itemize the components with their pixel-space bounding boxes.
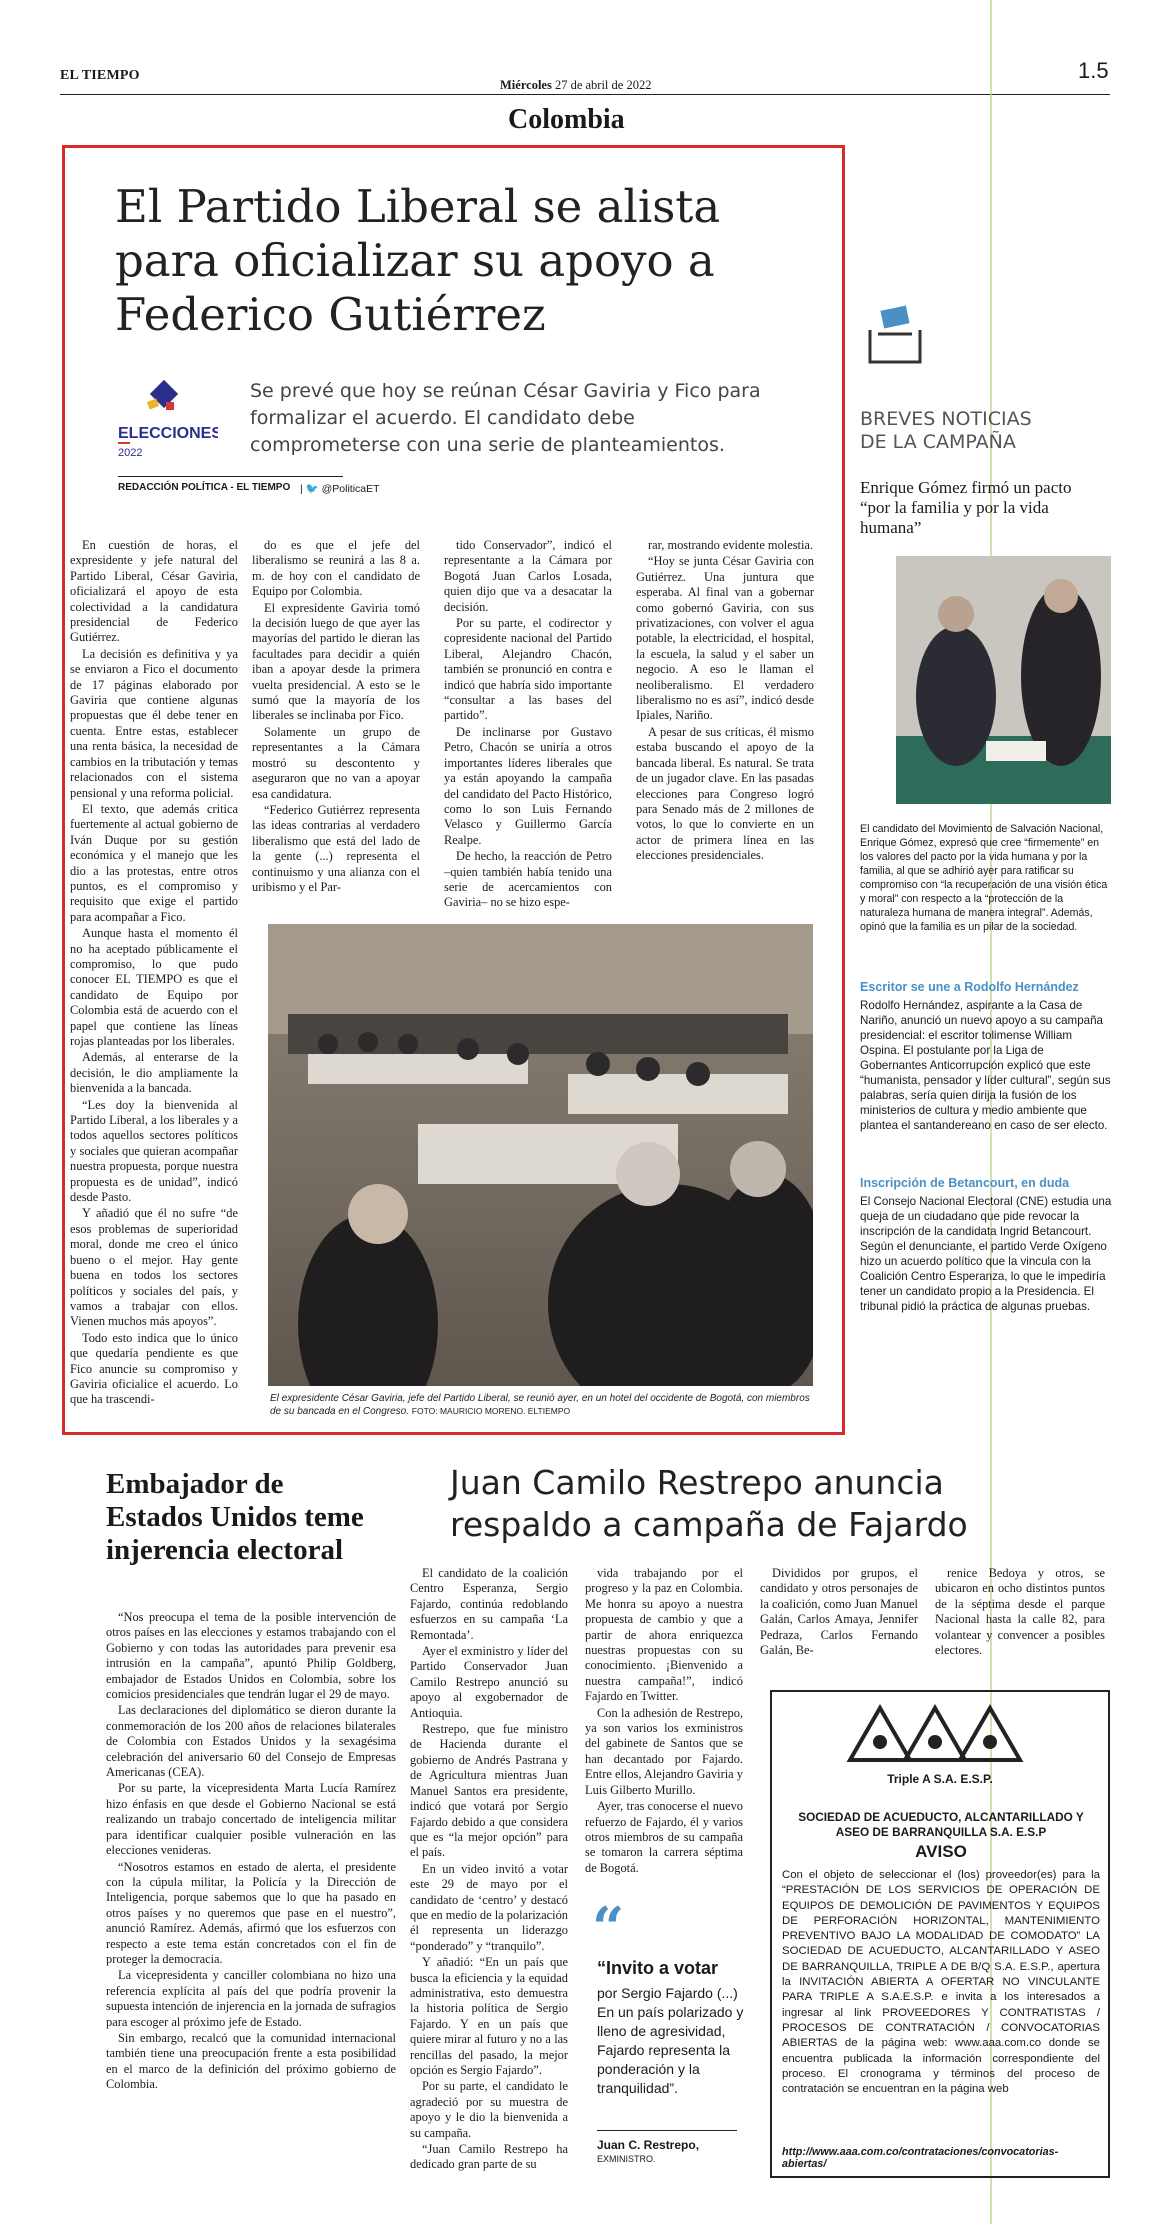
paragraph: renice Bedoya y otros, se ubicaron en ocho distintos puntos de la séptima desde el parque Nacional hasta la calle 82, para volantear y convencer a posibles electores. — [935, 1566, 1105, 1658]
paragraph: Por su parte, la vicepresidenta Marta Lucía Ramírez hizo énfasis en que desde el Gobierno Nacional se está realizando un trabajo concertado de inteligencia militar para identificar cualquier posible vulneración en las elecciones venideras. — [106, 1781, 396, 1858]
embajador-headline: Embajador de Estados Unidos teme injerencia electoral — [106, 1468, 364, 1566]
paragraph: En cuestión de horas, el expresidente y jefe natural del Partido Liberal, César Gaviria, oficializará el apoyo de esta colectividad a la candidatura presidencial de Federico Gutiérrez. — [70, 538, 238, 645]
main-subhead: Se prevé que hoy se reúnan César Gaviria y Fico para formalizar el acuerdo. El candidato debe comprometerse con una serie de planteamientos. — [250, 380, 761, 456]
main-article-column-2 — [252, 538, 420, 918]
meeting-photo — [268, 924, 813, 1386]
masthead-rule — [60, 94, 1110, 95]
embajador-body — [106, 1610, 396, 2170]
paragraph: Todo esto indica que lo único que quedaría pendiente es que Fico anuncie su compromiso y Gaviria oficialice el acuerdo. Lo que ha trascendi- — [70, 1330, 238, 1407]
restrepo-column-3 — [760, 1566, 918, 1686]
restrepo-column-1 — [410, 1566, 568, 2186]
paragraph: Restrepo, que fue ministro de Hacienda durante el gobierno de Andrés Pastrana y de Agricultura mientras Juan Manuel Santos era presidente, indicó que votará por Sergio Fajardo debido a que considera que es “la mejor opción” para el país. — [410, 1722, 568, 1860]
paragraph: Con la adhesión de Restrepo, ya son varios los exministros del gabinete de Santos que se han decantado por Fajardo. Entre ellos, Alejandro Gaviria y Luis Gilberto Murillo. — [585, 1705, 743, 1797]
newspaper-name: EL TIEMPO — [60, 68, 140, 83]
paragraph: A pesar de sus críticas, él mismo estaba buscando el apoyo de la bancada liberal. Es natural. Se trata de un jugador clave. En las pasadas elecciones para Congreso logró para Senado más de 2 millones de votos, lo que lo convierte en un actor de primera línea en las elecciones presidenciales. — [636, 724, 814, 863]
sidebar-item-title: Inscripción de Betancourt, en duda — [860, 1176, 1070, 1190]
issue-date — [500, 78, 651, 93]
sidebar-title-line2: DE LA CAMPAÑA — [860, 431, 1016, 453]
main-article-column-4 — [636, 538, 814, 918]
page-number: 1.5 — [1078, 58, 1109, 83]
paragraph: Aunque hasta el momento él no ha aceptado públicamente el compromiso, lo que pudo conocer EL TIEMPO es que el candidato de Equipo por Colombia está de acuerdo con el papel que contiene las líneas rojas planteadas por los liberales. — [70, 926, 238, 1048]
elections-logo-year: 2022 — [118, 447, 143, 459]
restrepo-column-2 — [585, 1566, 743, 1896]
sidebar-item-caption: El candidato del Movimiento de Salvación Nacional, Enrique Gómez, expresó que cree “firmemente” en los valores del pacto por la vida humana y por la familia, al que se adhirió ayer para ratificar su compromiso con “la recuperación de una visión ética y moral” con respecto a la “protección de la naturaleza humana de manera integral”. Además, opinó que la familia es un pilar de la sociedad. — [860, 823, 1108, 933]
paragraph: “Les doy la bienvenida al Partido Liberal, a los liberales y a todos aquellos sectores políticos y sociales que quieran acompañar nuestra propuesta, porque nuestra propuesta es de unidad”, indicó desde Pasto. — [70, 1097, 238, 1205]
pull-quote-author: Juan C. Restrepo, — [597, 2138, 700, 2152]
photo-caption-text: El expresidente César Gaviria, jefe del Partido Liberal, se reunió ayer, en un hotel del occidente de Bogotá, con miembros de su bancada en el Congreso. — [270, 1393, 810, 1417]
sidebar-title — [860, 408, 1032, 454]
pull-quote-lead: “Invito a votar — [597, 1958, 719, 1978]
paragraph: Ayer el exministro y líder del Partido Conservador Juan Camilo Restrepo anunció su apoyo al exgobernador de Antioquia. — [410, 1644, 568, 1720]
elections-logo-label: ELECCIONES — [118, 425, 218, 442]
byline: REDACCIÓN POLÍTICA - EL TIEMPO — [118, 482, 291, 493]
sidebar-item-title: Escritor se une a Rodolfo Hernández — [860, 980, 1079, 994]
pull-quote-rule — [597, 2130, 737, 2131]
paragraph: El texto, que además critica fuertemente al actual gobierno de Iván Duque por su gestión económica y el manejo que les dio a las protestas, entre otros puntos, es el compromiso y requisito que exige el partido para acompañar a Fico. — [70, 801, 238, 924]
twitter-handle-text: @PoliticaET — [321, 483, 380, 495]
paragraph: Y añadió: “En un país que busca la eficiencia y la equidad administrativa, esto demuestra la historia política de Sergio Fajardo. Y en un país que quiere mirar al futuro y no a las rencillas del pasado, la mejor opción es Sergio Fajardo”. — [410, 1955, 568, 2077]
ad-title: AVISO — [915, 1842, 967, 1861]
sidebar-item-text: Rodolfo Hernández, aspirante a la Casa de Nariño, anunció un nuevo apoyo a su campaña presidencial: el escritor tolimense William Ospina. El postulante por la Liga de Gobernantes Anticorrupción explicó que este “humanista, pensador y líder cultural”, según sus palabras, sería quien dirija la fusión de los ministerios de cultura y medio ambiente que plantea el santandereano en caso de ser electo. — [860, 999, 1111, 1132]
paragraph: vida trabajando por el progreso y la paz en Colombia. Me honra su apoyo a nuestra propuesta de cambio y que a partir de ahora enriquezca nuestras propuestas con su conocimiento. ¡Bienvenido a nuestra campaña!”, indicó Fajardo en Twitter. — [585, 1566, 743, 1704]
paragraph: La vicepresidenta y canciller colombiana no hizo una referencia explícita al país del que podría provenir la supuesta intención de injerencia en la jornada de sufragios para escoger al próximo jefe de Estado. — [106, 1968, 396, 2029]
ad-body: Con el objeto de seleccionar el (los) proveedor(es) para la “PRESTACIÓN DE LOS SERVICIOS DE OPERACIÓN DE EQUIPOS DE DEMOLICIÓN DE PAVIMENTOS Y EQUIPOS DE PERFORACIÓN HORIZONTAL, MANTENIMIENTO PREVENTIVO BAJO LA MODALIDAD DE COMODATO” LA SOCIEDAD DE ACUEDUCTO, ALCANTARILLADO Y ASEO DE BARRANQUILLA, TRIPLE A DE B/Q S.A. E.S.P., apertura la INVITACIÓN ABIERTA A OFERTAR NO VINCULANTE PARA TRIPLE A S.A.E.S.P. e invita a los interesados a ingresar al link PROVEEDORES Y CONTRATISTAS / PROCESOS DE CONTRATACIÓN / CONVOCATORIAS ABIERTAS de la página web: www.aaa.com.co donde se encuentra publicada la información correspondiente del proceso. El cronograma y términos del proceso de contratación se encuentran en la página web — [782, 1869, 1100, 2096]
paragraph: rar, mostrando evidente molestia. — [648, 538, 814, 552]
paragraph: Y añadió que él no sufre “de esos problemas de superioridad moral, donde me creo el único bueno o el mejor. Hay gente buena en todos los sectores políticos y sociales del país, y vamos a trabajar con ellos. Vienen muchos más apoyos”. — [70, 1206, 238, 1329]
paragraph: El expresidente Gaviria tomó la decisión luego de que ayer las mayorías del partido le dieran las facultades para decidir a quién iban a apoyar desde la primera vuelta presidencial. A esto se le sumó que la mayoría de los liberales se inclinaba por Fico. — [252, 600, 420, 723]
main-headline: El Partido Liberal se alista para oficializar su apoyo a Federico Gutiérrez — [115, 180, 721, 341]
paragraph: Divididos por grupos, el candidato y otros personajes de la coalición, como Juan Manuel Galán, Carlos Amaya, Jennifer Pedraza, Carlos Fernando Galán, Be- — [760, 1566, 918, 1658]
paragraph: “Nos preocupa el tema de la posible intervención de otros países en las elecciones y estamos trabajando con el Gobierno y con todas las autoridades para prevenir esa intrusión en la campaña”, apuntó Philip Goldberg, embajador de Estados Unidos en Colombia, sobre los comicios presidenciales que tendrán lugar el 29 de mayo. — [106, 1610, 396, 1702]
paragraph: Ayer, tras conocerse el nuevo refuerzo de Fajardo, él y varios otros miembros de su campaña se tomaron la carrera séptima de Bogotá. — [585, 1799, 743, 1875]
paragraph: El candidato de la coalición Centro Esperanza, Sergio Fajardo, continúa redoblando esfuerzos en su campaña ‘La Remontada’. — [410, 1566, 568, 1642]
ad-organization: SOCIEDAD DE ACUEDUCTO, ALCANTARILLADO Y ASEO DE BARRANQUILLA S.A. E.S.P — [798, 1810, 1084, 1839]
restrepo-headline: Juan Camilo Restrepo anuncia respaldo a campaña de Fajardo — [450, 1463, 968, 1544]
paragraph: Por su parte, el candidato le agradeció por su muestra de apoyo y le dio la bienvenida a su campaña. — [410, 2079, 568, 2140]
paragraph: Las declaraciones del diplomático se dieron durante la conmemoración de los 200 años de relaciones bilaterales de Colombia con Estados Unidos y la sexagésima celebración del aniversario 60 del Consejo de Empresas Americanas (CEA). — [106, 1703, 396, 1780]
paragraph: “Juan Camilo Restrepo ha dedicado gran parte de su — [410, 2142, 568, 2172]
twitter-handle — [300, 482, 380, 495]
paragraph: do es que el jefe del liberalismo se reunirá a las 8 a. m. de hoy con el candidato de Equipo por Colombia. — [252, 538, 420, 599]
elections-2022-logo — [118, 380, 218, 460]
paragraph: De hecho, la reacción de Petro –quien también había tenido una serie de acercamientos con Gaviria– no se hizo espe- — [444, 849, 612, 910]
ad-link[interactable]: http://www.aaa.com.co/contrataciones/convocatorias-abiertas/ — [782, 2146, 1059, 2170]
pull-quote-text: por Sergio Fajardo (...) En un país polarizado y lleno de agresividad, Fajardo representa la ponderación y la tranquilidad”. — [597, 1985, 744, 2096]
paragraph: Por su parte, el codirector y copresidente nacional del Partido Liberal, Alejandro Chacón, también se pronunció en contra e indicó que habría sido importante “consultar a las bases del partido”. — [444, 616, 612, 723]
paragraph: tido Conservador”, indicó el representante a la Cámara por Bogotá Juan Carlos Losada, quien dijo que va a desacatar la decisión. — [444, 538, 612, 614]
paragraph: De inclinarse por Gustavo Petro, Chacón se uniría a otros importantes líderes liberales que ya están apoyando la campaña del candidato del Pacto Histórico, como lo son Luis Fernando Velasco y Guillermo García Realpe. — [444, 724, 612, 847]
sidebar-item-title: Enrique Gómez firmó un pacto “por la familia y por la vida humana” — [860, 478, 1072, 537]
paragraph: “Nosotros estamos en estado de alerta, el presidente con la cúpula militar, la Policía y la Dirección de Inteligencia, porque sabemos que lo que ha pasado en otros países y no queremos que pase en el nuestro”, anunció Ramírez. Además, afirmó que los esfuerzos con respecto a este tema están concretados con el fin de proteger la democracia. — [106, 1859, 396, 1966]
byline-rule — [118, 476, 343, 477]
paragraph: Sin embargo, recalcó que la comunidad internacional también tiene una preocupación frente a esta posibilidad en el marco de la definición del próximo gobierno de Colombia. — [106, 2030, 396, 2092]
quote-mark-icon: “ — [592, 1895, 625, 1961]
section-title: Colombia — [508, 104, 625, 135]
paragraph: La decisión es definitiva y ya se enviaron a Fico el documento de 17 páginas elaborado por Gaviria que contiene algunas propuestas que él debe tener en cuenta. Entre estas, establecer una renta básica, la necesidad de cambios en la tributación y temas relacionados con el sistema pensional y una reforma policial. — [70, 646, 238, 800]
paragraph: Solamente un grupo de representantes a la Cámara mostró su descontento y aseguraron que no van a apoyar esa candidatura. — [252, 724, 420, 801]
photo-credit: FOTO: MAURICIO MORENO. ELTIEMPO — [411, 1406, 571, 1416]
photo-caption — [270, 1392, 810, 1418]
paragraph: Además, al enterarse de la decisión, le dio ampliamente la bienvenida a la bancada. — [70, 1050, 238, 1096]
paragraph: “Hoy se junta César Gaviria con Gutiérrez. Una juntura que esperaba. Al final van a gobernar como gobernó Gaviria, con sus privatizaciones, con volver el agua potable, la electricidad, el hospital, la escuela, la salud y el saber un negocio. A eso le llaman el neoliberalismo. El verdadero liberalismo no es así”, indicó desde Ipiales, Nariño. — [636, 554, 814, 723]
sidebar-item-text: El Consejo Nacional Electoral (CNE) estudia una queja de un ciudadano que pide revocar la inscripción de la candidata Ingrid Betancourt. Según el denunciante, el partido Verde Oxígeno hizo un acuerdo político que la vincula con la Coalición Centro Esperanza, lo que le impediría tener un candidato propio a la Presidencia. El tribunal pidió la práctica de algunas pruebas. — [860, 1195, 1112, 1313]
main-article-column-1 — [70, 538, 238, 1418]
ad-brand: Triple A S.A. E.S.P. — [887, 1772, 993, 1786]
pull-quote-role: EXMINISTRO. — [597, 2154, 656, 2164]
sidebar-title-line1: BREVES NOTICIAS — [860, 408, 1032, 430]
gomez-signing-photo — [896, 556, 1111, 804]
paragraph: En un video invitó a votar este 29 de mayo por el candidato de ‘centro’ y destacó que en medio de la polarización él representa un liderazgo “ponderado” y “tranquilo”. — [410, 1861, 568, 1953]
ballot-box-icon — [860, 300, 930, 370]
issue-date-rest: 27 de abril de 2022 — [554, 78, 652, 92]
issue-day: Miércoles — [500, 78, 552, 92]
restrepo-column-4 — [935, 1566, 1105, 1686]
triple-a-logo — [840, 1700, 1040, 1770]
twitter-icon: | 🐦 — [300, 483, 319, 495]
paragraph: “Federico Gutiérrez representa las ideas contrarias al verdadero liberalismo que está del lado de la gente (...) representa el continuismo y una alianza con el uribismo y el Par- — [252, 802, 420, 894]
main-article-column-3 — [444, 538, 612, 918]
